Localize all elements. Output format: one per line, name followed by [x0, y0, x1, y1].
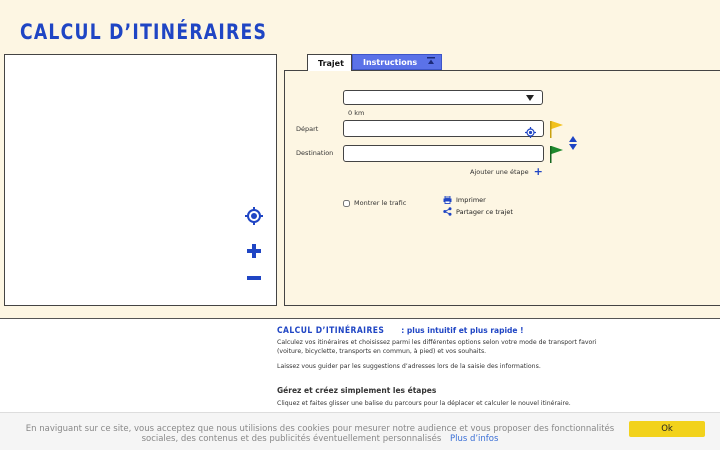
tab-instructions-label: Instructions: [363, 57, 418, 67]
share-link[interactable]: [443, 207, 513, 216]
add-step-link[interactable]: [470, 165, 543, 178]
print-label: Imprimer: [456, 196, 486, 204]
page-title: CALCUL D’ITINÉRAIRES: [20, 20, 268, 44]
swap-down-icon[interactable]: [569, 144, 577, 150]
tab-trajet-label: Trajet: [318, 58, 344, 68]
cookie-banner: [0, 412, 720, 450]
zoom-in-icon[interactable]: [244, 241, 264, 261]
transport-mode-select[interactable]: [343, 90, 543, 105]
steps-paragraph-1: Cliquez et faites glisser une balise du parcours pour la déplacer et calculer le nouvel itinéraire.: [277, 399, 571, 407]
destination-label: Destination: [296, 149, 334, 157]
intro-brand: CALCUL D’ITINÉRAIRES: [277, 326, 385, 336]
intro-heading: [277, 326, 617, 336]
zoom-out-icon[interactable]: [244, 268, 264, 288]
divider: [0, 318, 720, 319]
intro-paragraph-2: Laissez vous guider par les suggestions d’adresses lors de la saisie des informations.: [277, 363, 541, 370]
end-flag-icon: [548, 145, 564, 163]
cookie-more-link[interactable]: Plus d’infos: [449, 433, 499, 444]
intro-tagline: : plus intuitif et plus rapide !: [401, 326, 524, 335]
cookie-text-block: [20, 425, 620, 444]
intro-section: [277, 326, 617, 421]
destination-input[interactable]: [343, 145, 544, 162]
collapse-icon: [427, 57, 435, 67]
share-label: Partager ce trajet: [456, 207, 513, 216]
crosshair-icon[interactable]: [525, 123, 536, 134]
share-icon: [443, 207, 452, 216]
route-panel: [284, 70, 720, 306]
locate-icon[interactable]: [244, 206, 264, 226]
show-traffic-toggle[interactable]: [343, 199, 406, 207]
swap-up-icon[interactable]: [569, 136, 577, 142]
printer-icon: [443, 196, 452, 204]
start-flag-icon: [548, 120, 564, 138]
tab-trajet[interactable]: [307, 54, 352, 71]
cookie-message: En naviguant sur ce site, vous acceptez que nous utilisions des cookies pour mesurer notre audience et vous proposer des fonctionnalités sociales, des contenus et des publicités éventuellement personnalisés: [25, 424, 615, 444]
add-step-label: Ajouter une étape: [470, 168, 529, 176]
intro-paragraph-1: Calculez vos itinéraires et choisissez parmi les différentes options selon votre mode de transport favori (voiture, bicyclette, transports en commun, à pied) et vos souhaits.: [277, 339, 597, 355]
distance-readout: 0 km: [348, 109, 365, 117]
chevron-down-icon: [526, 95, 534, 101]
steps-heading: Gérez et créez simplement les étapes: [277, 385, 437, 395]
map-panel[interactable]: [4, 54, 277, 306]
show-traffic-checkbox[interactable]: [343, 200, 350, 207]
show-traffic-label: Montrer le trafic: [354, 199, 407, 207]
tab-instructions[interactable]: [352, 54, 442, 70]
depart-label: Départ: [296, 125, 319, 133]
depart-input[interactable]: [343, 120, 544, 137]
cookie-ok-button[interactable]: Ok: [629, 421, 705, 437]
plus-icon: +: [533, 165, 543, 178]
print-link[interactable]: [443, 196, 486, 204]
